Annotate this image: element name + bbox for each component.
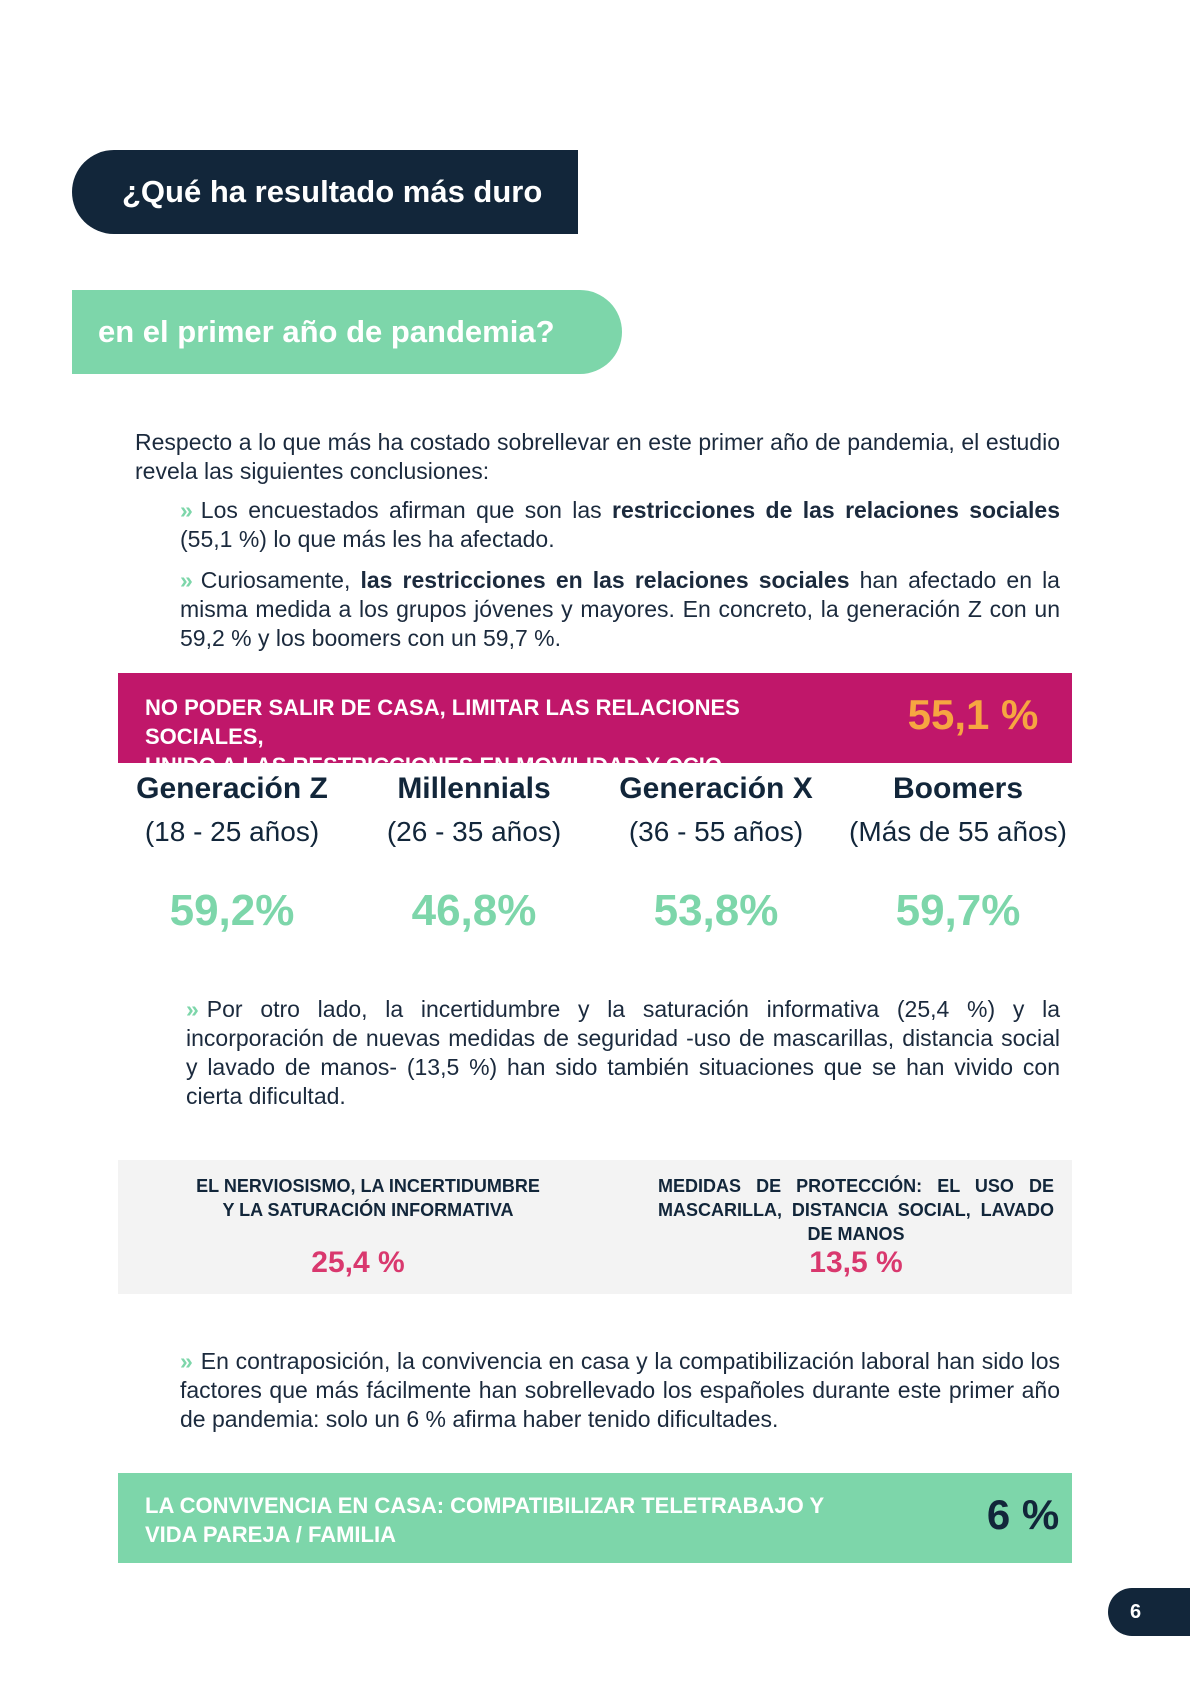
chevron-bullet-icon: » bbox=[180, 1348, 193, 1374]
page-title-part1: ¿Qué ha resultado más duro bbox=[122, 174, 543, 209]
social-restrictions-percent: 55,1 % bbox=[907, 691, 1039, 738]
protection-label-line1: MEDIDAS DE PROTECCIÓN: EL USO DE bbox=[658, 1176, 1054, 1196]
generation-name: Millennials bbox=[397, 772, 551, 805]
protection-label-line3: DE MANOS bbox=[807, 1224, 905, 1244]
title-pill-dark bbox=[72, 150, 578, 234]
coexistence-percent: 6 % bbox=[986, 1491, 1060, 1538]
boomers-stat bbox=[838, 772, 1078, 936]
generation-age: (Más de 55 años) bbox=[849, 816, 1067, 847]
generation-value: 53,8% bbox=[653, 886, 779, 935]
millennials-stat bbox=[354, 772, 594, 936]
uncertainty-percent: 25,4 % bbox=[311, 1246, 405, 1279]
bullet2-after: han afectado en la misma medida a los grupos jóvenes y mayores. En concreto, la generación Z con un 59,2 % y los boomers con un 59,7 %. bbox=[180, 567, 1060, 651]
protection-label-line2: MASCARILLA, DISTANCIA SOCIAL, LAVADO bbox=[658, 1200, 1054, 1220]
bullet1-before: Los encuestados afirman que son las bbox=[200, 497, 612, 523]
social-restrictions-label bbox=[145, 693, 845, 780]
generation-value: 59,2% bbox=[169, 886, 295, 935]
generation-name: Boomers bbox=[892, 772, 1024, 805]
uncertainty-label bbox=[158, 1174, 578, 1222]
generation-value: 59,7% bbox=[895, 886, 1021, 935]
page-number-tab bbox=[1108, 1588, 1190, 1636]
intro-paragraph: Respecto a lo que más ha costado sobrellevar en este primer año de pandemia, el estudio revela las siguientes conclusiones: bbox=[135, 429, 1060, 484]
bullet-uncertainty bbox=[186, 995, 1060, 1111]
bullet-coexistence bbox=[180, 1347, 1060, 1434]
uncertainty-label-line2: Y LA SATURACIÓN INFORMATIVA bbox=[222, 1200, 514, 1220]
bullet4-text: En contraposición, la convivencia en casa y la compatibilización laboral han sido los factores que más fácilmente han sobrellevado los españoles durante este primer año de pandemia: solo un 6 % afirma haber tenido dificultades. bbox=[180, 1348, 1060, 1432]
generation-z-stat bbox=[112, 772, 352, 936]
social-restrictions-banner bbox=[118, 673, 1072, 778]
generation-name: Generación X bbox=[619, 772, 813, 805]
coexistence-label bbox=[145, 1491, 885, 1549]
coexistence-banner bbox=[118, 1473, 1072, 1563]
chevron-bullet-icon: » bbox=[180, 567, 193, 593]
generation-value: 46,8% bbox=[411, 886, 537, 935]
title-pill-green bbox=[72, 290, 622, 374]
bullet1-after: (55,1 %) lo que más les ha afectado. bbox=[180, 526, 555, 552]
chevron-bullet-icon: » bbox=[180, 497, 193, 523]
chevron-bullet-icon: » bbox=[186, 996, 199, 1022]
generation-age: (36 - 55 años) bbox=[628, 816, 804, 847]
coexistence-line1: LA CONVIVENCIA EN CASA: COMPATIBILIZAR TELETRABAJO Y bbox=[145, 1493, 825, 1518]
generation-age: (18 - 25 años) bbox=[144, 816, 320, 847]
secondary-stats-box bbox=[118, 1160, 1072, 1294]
bullet-curiously bbox=[180, 566, 1060, 653]
social-restrictions-line2: UNIDO A LAS RESTRICCIONES EN MOVILIDAD Y OCIO bbox=[145, 753, 722, 778]
generation-age: (26 - 35 años) bbox=[386, 816, 562, 847]
social-restrictions-line1: NO PODER SALIR DE CASA, LIMITAR LAS RELACIONES SOCIALES, bbox=[145, 695, 740, 749]
page-title-part2: en el primer año de pandemia? bbox=[98, 314, 555, 349]
uncertainty-label-line1: EL NERVIOSISMO, LA INCERTIDUMBRE bbox=[196, 1176, 540, 1196]
protection-label bbox=[658, 1174, 1054, 1246]
page-number: 6 bbox=[1130, 1600, 1142, 1623]
bullet2-bold: las restricciones en las relaciones sociales bbox=[360, 567, 850, 593]
bullet2-before: Curiosamente, bbox=[200, 567, 361, 593]
generation-name: Generación Z bbox=[136, 772, 328, 805]
bullet1-bold: restricciones de las relaciones sociales bbox=[612, 497, 1060, 523]
bullet3-text: Por otro lado, la incertidumbre y la saturación informativa (25,4 %) y la incorporación de nuevas medidas de seguridad -uso de mascarillas, distancia social y lavado de manos- (13,5 %) han sido también situaciones que se han vivido con cierta dificultad. bbox=[186, 996, 1060, 1109]
coexistence-line2: VIDA PAREJA / FAMILIA bbox=[145, 1522, 396, 1547]
protection-percent: 13,5 % bbox=[809, 1246, 903, 1279]
generation-x-stat bbox=[596, 772, 836, 936]
bullet-restrictions bbox=[180, 496, 1060, 554]
